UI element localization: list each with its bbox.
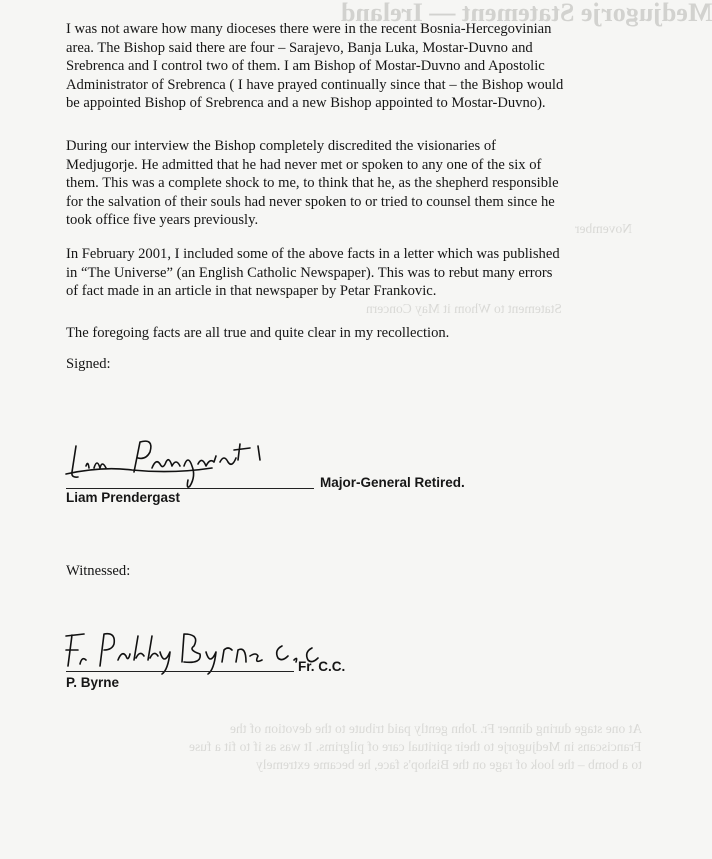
- text-line: them. This was a complete shock to me, to think that he, as the shepherd responsible: [66, 175, 559, 191]
- text-line: In February 2001, I included some of the above facts in a letter which was published: [66, 246, 560, 262]
- text-line: in “The Universe” (an English Catholic Newspaper). This was to rebut many errors: [66, 264, 553, 281]
- text-line: Administrator of Srebrenca ( I have prayed continually since that – the Bishop would: [66, 76, 564, 93]
- paragraph-4: [66, 324, 632, 343]
- text-line: be appointed Bishop of Srebrenca and a new Bishop appointed to Mostar-Duvno).: [66, 95, 546, 111]
- paragraph-3: [66, 245, 632, 301]
- signed-label: Signed:: [66, 356, 111, 372]
- signed-name: Liam Prendergast: [66, 490, 181, 505]
- text-line: The foregoing facts are all true and quite clear in my recollection.: [66, 325, 450, 341]
- text-line: for the salvation of their souls had never spoken to or tried to counsel them since he: [66, 193, 555, 210]
- text-line: took office five years previously.: [66, 212, 259, 228]
- text-line: During our interview the Bishop completely discredited the visionaries of: [66, 138, 497, 154]
- text-line: I was not aware how many dioceses there were in the recent Bosnia-Hercegovinian: [66, 21, 552, 37]
- witnessed-title: Fr. C.C.: [298, 659, 346, 674]
- text-line: area. The Bishop said there are four – Sarajevo, Banja Luka, Mostar-Duvno and: [66, 39, 533, 56]
- witness-line: [66, 671, 294, 672]
- bleed-through-text: November: [575, 221, 632, 236]
- bleed-through-heading: Medjugorje Statement — Ireland: [340, 0, 712, 27]
- bleed-through-text: Statement to Whom it May Concern: [366, 301, 562, 316]
- witnessed-label: Witnessed:: [66, 563, 131, 579]
- bleed-through-text: At one stage during dinner Fr. John gently paid tribute to the devotion of the: [229, 721, 642, 736]
- witnessed-name: P. Byrne: [66, 675, 120, 690]
- bleed-through-text: to a bomb – the look of rage on the Bishop's face, he became extremely: [256, 757, 642, 772]
- liam-prendergast-signature: [62, 432, 322, 492]
- bleed-through-text: Franciscans in Medjugorje to their spiritual care of pilgrims. It was as if to fit a fuse: [189, 739, 642, 754]
- paragraph-1: [66, 20, 632, 113]
- text-line: Medjugorje. He admitted that he had never met or spoken to any one of the six of: [66, 156, 542, 173]
- text-line: Srebrenca and I control two of them. I am Bishop of Mostar-Duvno and Apostolic: [66, 58, 545, 74]
- text-line: of fact made in an article in that newspaper by Petar Frankovic.: [66, 283, 437, 299]
- signed-title: Major-General Retired.: [320, 475, 465, 490]
- paragraph-2: [66, 137, 632, 230]
- signature-line: [66, 488, 314, 489]
